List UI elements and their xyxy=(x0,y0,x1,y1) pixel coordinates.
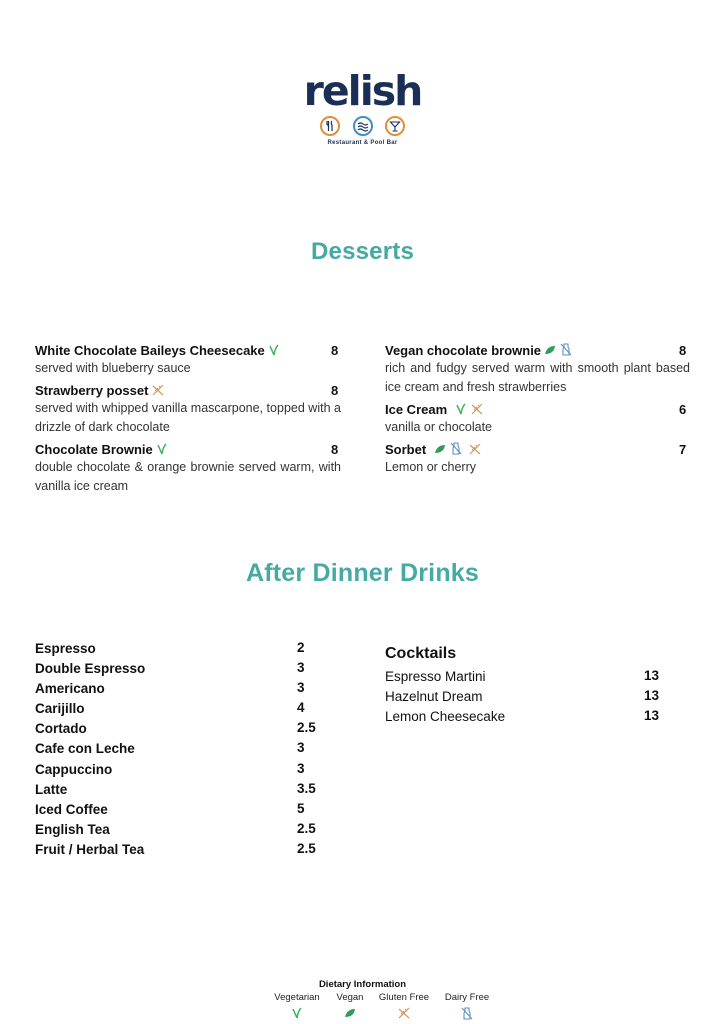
drink-name: Americano xyxy=(35,681,105,697)
gluten-free-icon xyxy=(151,384,165,399)
brand-name: relish xyxy=(303,67,422,115)
dessert-description: served with blueberry sauce xyxy=(35,361,191,375)
drink-row xyxy=(35,640,325,660)
drink-name: Cafe con Leche xyxy=(35,741,135,757)
dessert-price: 7 xyxy=(679,442,687,457)
drink-row xyxy=(35,660,325,680)
dessert-price: 8 xyxy=(331,343,339,358)
vegetarian-icon xyxy=(156,443,168,458)
dessert-name: Sorbet xyxy=(385,442,427,457)
drink-price: 2.5 xyxy=(297,720,316,736)
vegetarian-icon xyxy=(455,403,467,418)
pool-waves-icon xyxy=(353,116,373,136)
vegetarian-icon xyxy=(268,344,280,359)
gluten-free-icon xyxy=(373,1007,435,1022)
dessert-description: vanilla or chocolate xyxy=(385,420,493,434)
cocktails-heading: Cocktails xyxy=(385,645,457,662)
dessert-item xyxy=(35,442,341,496)
drink-row xyxy=(35,740,325,760)
dessert-price: 6 xyxy=(679,402,687,417)
cocktail-price: 13 xyxy=(644,668,660,683)
dessert-item xyxy=(385,343,690,397)
legend-item-dairy-free xyxy=(438,992,496,1023)
drink-name: Espresso xyxy=(35,641,96,656)
legend-title: Dietary Information xyxy=(318,979,407,990)
drink-price: 2 xyxy=(297,640,305,655)
logo-icon-row xyxy=(0,116,725,138)
dairy-free-icon xyxy=(450,442,462,458)
cocktail-row xyxy=(385,688,675,708)
brand-logo xyxy=(0,66,725,146)
drink-price: 3 xyxy=(297,660,305,676)
cocktail-glass-icon xyxy=(385,116,405,136)
vegan-icon xyxy=(330,1007,370,1022)
drink-name: Cappuccino xyxy=(35,761,113,777)
drink-price: 3 xyxy=(297,760,305,776)
drink-row xyxy=(35,801,325,821)
legend-label: Dairy Free xyxy=(444,992,490,1003)
legend-label: Vegetarian xyxy=(274,992,320,1003)
dessert-name: Vegan chocolate brownie xyxy=(385,343,542,358)
drinks-title: After Dinner Drinks xyxy=(245,559,479,587)
dessert-description: Lemon or cherry xyxy=(385,460,477,474)
drink-price: 2.5 xyxy=(297,840,316,856)
drink-row xyxy=(35,821,325,841)
drink-row xyxy=(35,700,325,720)
dessert-name: Chocolate Brownie xyxy=(35,442,153,457)
brand-tagline: Restaurant & Pool Bar xyxy=(327,140,398,146)
drink-price: 3.5 xyxy=(297,780,316,796)
dairy-free-icon xyxy=(438,1007,496,1023)
drink-row xyxy=(35,841,325,861)
dessert-price: 8 xyxy=(679,343,687,358)
dessert-description: rich and fudgy served warm with smooth plant based ice cream and fresh strawberries xyxy=(385,361,690,394)
vegetarian-icon xyxy=(266,1007,328,1022)
dessert-name: White Chocolate Baileys Cheesecake xyxy=(35,343,265,358)
drink-price: 4 xyxy=(297,700,305,716)
dessert-description: double chocolate & orange brownie served warm, with vanilla ice cream xyxy=(35,460,341,493)
dessert-item xyxy=(385,402,690,437)
cocktail-list xyxy=(385,668,675,728)
drink-price: 2.5 xyxy=(297,820,316,836)
vegan-icon xyxy=(434,443,447,458)
drink-row xyxy=(35,761,325,781)
dessert-price: 8 xyxy=(331,442,339,457)
dessert-item xyxy=(35,343,341,378)
dessert-item xyxy=(35,383,341,437)
drink-price: 5 xyxy=(297,800,305,816)
legend-label: Vegan xyxy=(336,992,364,1003)
cocktail-name: Hazelnut Dream xyxy=(385,689,483,705)
dessert-description: served with whipped vanilla mascarpone, topped with a drizzle of dark chocolate xyxy=(35,401,341,434)
dairy-free-icon xyxy=(560,343,572,359)
dessert-price: 8 xyxy=(331,383,339,398)
desserts-title: Desserts xyxy=(310,238,414,265)
cocktail-price: 13 xyxy=(644,708,660,724)
legend-item-vegetarian xyxy=(266,992,328,1022)
legend-item-gluten-free xyxy=(373,992,435,1022)
drink-name: Fruit / Herbal Tea xyxy=(35,841,145,857)
drink-name: Double Espresso xyxy=(35,661,146,677)
dessert-name: Ice Cream xyxy=(385,402,448,417)
drink-name: Iced Coffee xyxy=(35,801,108,817)
drink-name: Cortado xyxy=(35,721,87,737)
cocktail-name: Lemon Cheesecake xyxy=(385,709,506,725)
drink-row xyxy=(35,680,325,700)
dessert-item xyxy=(385,442,690,477)
gluten-free-icon xyxy=(468,443,482,458)
cocktail-row xyxy=(385,668,675,688)
drink-row xyxy=(35,781,325,801)
drink-name: Latte xyxy=(35,781,68,797)
cocktail-price: 13 xyxy=(644,688,660,704)
coffee-list xyxy=(35,640,325,861)
drink-price: 3 xyxy=(297,740,305,756)
drink-name: English Tea xyxy=(35,821,110,837)
drink-name: Carijillo xyxy=(35,701,85,717)
legend-item-vegan xyxy=(330,992,370,1022)
drink-row xyxy=(35,720,325,740)
cutlery-icon xyxy=(320,116,340,136)
drink-price: 3 xyxy=(297,680,305,696)
vegan-icon xyxy=(544,344,557,359)
dessert-name: Strawberry posset xyxy=(35,383,149,398)
cocktail-name: Espresso Martini xyxy=(385,669,486,684)
cocktail-row xyxy=(385,708,675,728)
gluten-free-icon xyxy=(470,403,484,418)
legend-label: Gluten Free xyxy=(378,992,430,1003)
